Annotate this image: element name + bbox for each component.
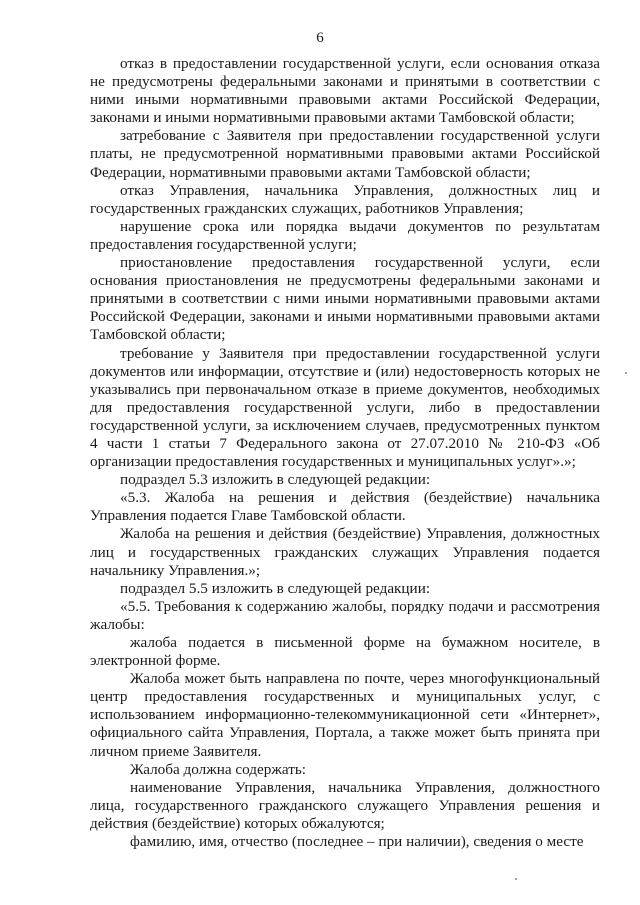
paragraph: жалоба подается в письменной форме на бумажном носителе, в электронной форме. — [90, 634, 600, 670]
paragraph: приостановление предоставления государственной услуги, если основания приостановления не предусмотрены федеральными законами и принятыми в соответствии с ними иными нормативными правовыми актами Российской Федерации, законами и иными нормативными правовыми актами Тамбовской области; — [90, 254, 600, 344]
paragraph: Жалоба может быть направлена по почте, через многофункциональный центр предоставления государственных и муниципальных услуг, с использованием информационно-телекоммуникационной сети «Интернет», официального сайта Управления, Портала, а также может быть принята при личном приеме Заявителя. — [90, 670, 600, 760]
scan-speck — [625, 372, 627, 374]
paragraph: требование у Заявителя при предоставлении государственной услуги документов или информации, отсутствие и (или) недостоверность которых не указывались при первоначальном отказе в приеме документов, необходимых для предоставления государственной услуги, либо в предоставлении государственной услуги, за исключением случаев, предусмотренных пунктом 4 части 1 статьи 7 Федерального закона от 27.07.2010 № 210-ФЗ «Об организации предоставления государственных и муниципальных услуг».»; — [90, 344, 600, 471]
paragraph: Жалоба должна содержать: — [130, 760, 306, 778]
document-body — [90, 55, 600, 851]
scan-speck — [515, 878, 517, 880]
paragraph: подраздел 5.3 изложить в следующей редакции: — [120, 471, 431, 489]
paragraph: нарушение срока или порядка выдачи документов по результатам предоставления государственной услуги; — [90, 217, 600, 253]
paragraph: отказ в предоставлении государственной услуги, если основания отказа не предусмотрены федеральными законами и принятыми в соответствии с ними иными нормативными правовыми актами Российской Федерации, законами и иными нормативными правовыми актами Тамбовской области; — [90, 55, 600, 127]
page-number: 6 — [316, 30, 324, 46]
paragraph: Жалоба на решения и действия (бездействие) Управления, должностных лиц и государственных гражданских служащих Управления подается начальнику Управления.»; — [90, 525, 600, 579]
paragraph: «5.5. Требования к содержанию жалобы, порядку подачи и рассмотрения жалобы: — [90, 597, 600, 633]
paragraph: отказ Управления, начальника Управления, должностных лиц и государственных гражданских служащих, работников Управления; — [90, 181, 600, 217]
paragraph: наименование Управления, начальника Управления, должностного лица, государственного гражданского служащего Управления решения и действия (бездействие) которых обжалуются; — [90, 778, 600, 832]
paragraph: фамилию, имя, отчество (последнее – при наличии), сведения о месте — [130, 833, 584, 851]
paragraph: подраздел 5.5 изложить в следующей редакции: — [120, 579, 431, 597]
paragraph: «5.3. Жалоба на решения и действия (бездействие) начальника Управления подается Главе Тамбовской области. — [90, 489, 600, 525]
paragraph: затребование с Заявителя при предоставлении государственной услуги платы, не предусмотренной нормативными правовыми актами Российской Федерации, нормативными правовыми актами Тамбовской области; — [90, 127, 600, 181]
